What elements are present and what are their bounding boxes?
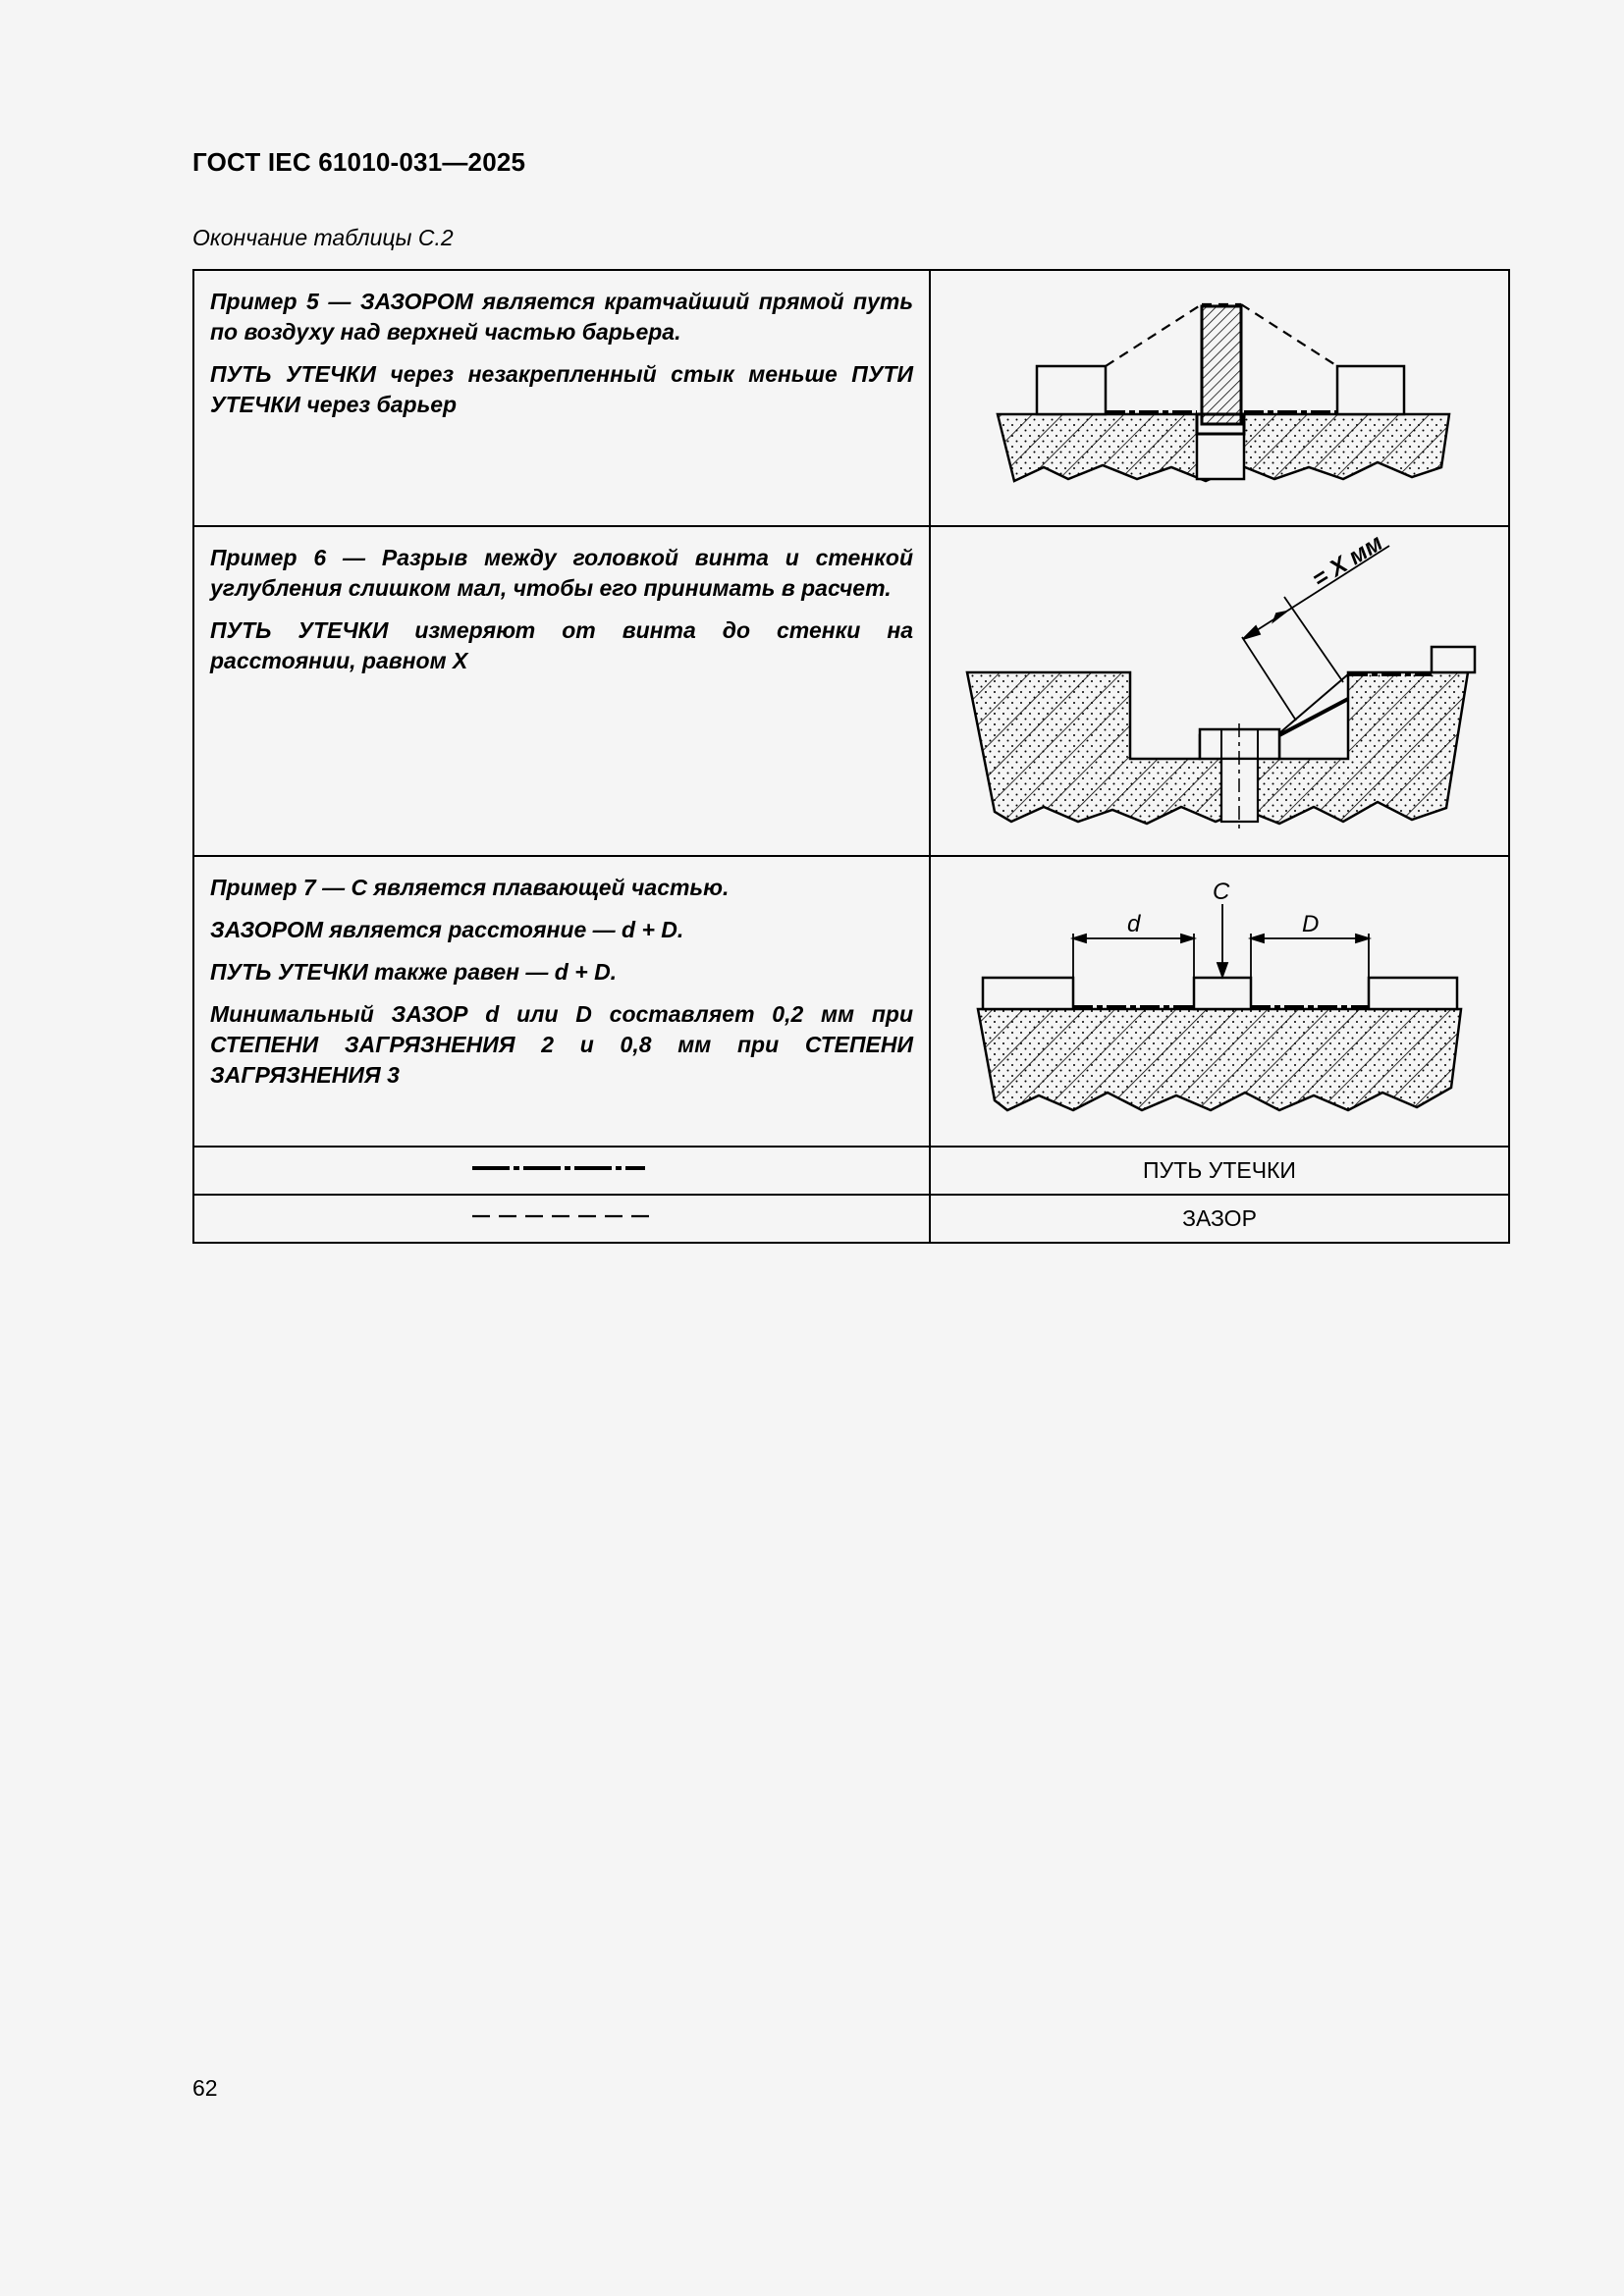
table-caption: Окончание таблицы С.2 (192, 225, 454, 250)
example-7-paragraph-2: ЗАЗОРОМ является расстояние — d + D. (210, 917, 684, 942)
table-row (193, 526, 1509, 856)
legend-symbol-creepage (193, 1147, 930, 1195)
example-6-paragraph-1: Пример 6 — Разрыв между головкой винта и стенкой углубления слишком мал, чтобы его принимать в расчет. (210, 545, 913, 601)
left-part (1037, 366, 1106, 414)
example-5-paragraph-2: ПУТЬ УТЕЧКИ через незакрепленный стык меньше ПУТИ УТЕЧКИ через барьер (210, 361, 913, 417)
cover-part (1432, 647, 1475, 672)
table-row (193, 856, 1509, 1147)
legend-symbol-clearance (193, 1195, 930, 1243)
example-6-paragraph-2: ПУТЬ УТЕЧКИ измеряют от винта до стенки на расстоянии, равном X (210, 617, 913, 673)
page-number: 62 (192, 2075, 218, 2101)
barrier-figure (931, 271, 1510, 525)
legend-row-creepage (193, 1147, 1509, 1195)
legend-label-clearance (930, 1195, 1509, 1243)
table-c2 (192, 269, 1510, 1244)
right-part (1337, 366, 1404, 414)
legend-label: ПУТЬ УТЕЧКИ (1143, 1157, 1296, 1183)
dashed-line-symbol (468, 1209, 655, 1223)
example-5-text (193, 270, 930, 526)
legend-row-clearance (193, 1195, 1509, 1243)
left-part (983, 978, 1073, 1009)
example-7-text (193, 856, 930, 1147)
example-5-figure (930, 270, 1509, 526)
right-part (1369, 978, 1457, 1009)
example-7-figure (930, 856, 1509, 1147)
dimension-d-label: d (1127, 911, 1141, 937)
example-7-paragraph-1: Пример 7 — С является плавающей частью. (210, 875, 730, 900)
legend-label: ЗАЗОР (1182, 1205, 1257, 1231)
c-label: C (1213, 879, 1230, 905)
barrier (1202, 306, 1241, 424)
example-7-paragraph-3: ПУТЬ УТЕЧКИ также равен — d + D. (210, 959, 618, 985)
dimension-x-label: = X мм (1307, 529, 1388, 594)
c-pointer (1218, 904, 1227, 977)
table-row (193, 270, 1509, 526)
document-header: ГОСТ IEC 61010-031—2025 (192, 147, 526, 177)
floating-part-figure (931, 857, 1510, 1146)
dimension-big-d-label: D (1302, 911, 1320, 937)
thick-solid-line-symbol (468, 1161, 655, 1175)
example-5-paragraph-1: Пример 5 — ЗАЗОРОМ является кратчайший прямой путь по воздуху над верхней частью барьера. (210, 289, 913, 345)
floating-part-c (1194, 978, 1251, 1009)
screw-recess-figure (931, 527, 1510, 855)
base-plate (978, 1009, 1461, 1110)
example-7-paragraph-4: Минимальный ЗАЗОР d или D составляет 0,2 мм при СТЕПЕНИ ЗАГРЯЗНЕНИЯ 2 и 0,8 мм при СТЕПЕНИ ЗАГРЯЗНЕНИЯ 3 (210, 1001, 913, 1088)
example-6-text (193, 526, 930, 856)
example-6-figure (930, 526, 1509, 856)
dimension-big-d (1251, 934, 1369, 978)
legend-label-creepage (930, 1147, 1509, 1195)
dimension-d (1073, 934, 1194, 978)
